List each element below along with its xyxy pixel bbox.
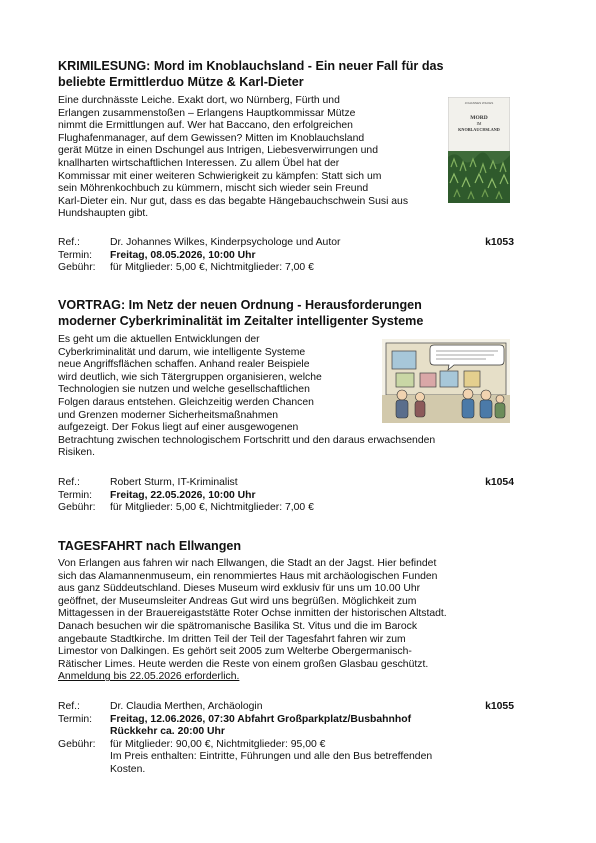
description-line: Kommissar mit einer weiteren Schwierigkeit zu kämpfen: Statt sich um [58, 170, 382, 182]
description-line: Betrachtung zwischen technologischem Fortschritt und den daraus erwachsenden [58, 434, 436, 446]
termin-row [58, 250, 514, 263]
description-line: gerät Mütze in einen Dschungel aus Intrigen, Liebesverwirrungen und [58, 145, 378, 157]
description-line: Danach besuchen wir die spätromanische Basilika St. Vitus und die im Barock [58, 620, 418, 632]
description-line: Rätischer Limes. Heute werden die Reste von einem großen Glasbau geschützt. [58, 658, 429, 670]
fee-label: Gebühr: [58, 738, 96, 750]
ref-label: Ref.: [58, 701, 80, 712]
termin-value: Freitag, 08.05.2026, 10:00 Uhr [110, 249, 256, 261]
ref-value: Dr. Claudia Merthen, Archäologin [110, 701, 263, 712]
description-line: Folgen daraus entstehen. Gleichzeitig werden Chancen [58, 396, 314, 408]
event-title-line: VORTRAG: Im Netz der neuen Ordnung - Herausforderungen [58, 298, 422, 312]
description-line: neue Angriffsflächen schaffen. Anhand realer Beispiele [58, 359, 310, 371]
termin-row-2 [58, 726, 514, 739]
course-code: k1055 [485, 701, 514, 712]
termin-label: Termin: [58, 249, 93, 261]
event-title-line: TAGESFAHRT nach Ellwangen [58, 539, 242, 553]
course-code: k1053 [485, 237, 514, 248]
event-info [58, 477, 514, 515]
description-line: Hundshaupten gibt. [58, 208, 149, 220]
termin-row [58, 490, 514, 503]
course-code: k1054 [485, 477, 514, 488]
event-title [58, 538, 498, 554]
description-line: aus ganz Süddeutschland. Dieses Museum wird exklusiv für uns um 10.00 Uhr [58, 583, 421, 595]
description-line: angebaute Stadtkirche. Im dritten Teil der Teil der Tagesfahrt fahren wir zum [58, 633, 406, 645]
description-line: und Grenzen moderner Sicherheitsmaßnahmen [58, 409, 279, 421]
return-time: Rückkehr ca. 20:00 Uhr [110, 726, 225, 738]
description-line: sich das Alamannenmuseum, ein renommiertes Haus mit archäologischen Funden [58, 570, 438, 582]
description-line: Es geht um die aktuellen Entwicklungen der [58, 334, 260, 345]
description-line: nimmt die Ermittlungen auf. Wer hat Baccano, den erfolgreichen [58, 120, 353, 132]
fee-note-line: Kosten. [110, 763, 146, 775]
termin-label: Termin: [58, 713, 93, 725]
event-description [58, 334, 435, 460]
event-info [58, 237, 514, 275]
event-title-line: beliebte Ermittlerduo Mütze & Karl-Dieter [58, 75, 304, 90]
ref-label: Ref.: [58, 477, 80, 488]
book-cover-graphic [448, 97, 510, 203]
event-title [58, 58, 498, 91]
book-title-line: KNOBLAUCHSLAND [458, 127, 500, 132]
registration-note: Anmeldung bis 22.05.2026 erforderlich. [58, 671, 240, 683]
fee-label: Gebühr: [58, 262, 96, 274]
event-description [58, 558, 447, 684]
termin-value: Freitag, 22.05.2026, 10:00 Uhr [110, 489, 256, 501]
termin-row [58, 714, 514, 727]
description-line: Limestor von Dalkingen. Es gehört seit 2005 zum Welterbe Obergermanisch- [58, 646, 412, 658]
event-title-line: moderner Cyberkriminalität im Zeitalter intelligenter Systeme [58, 314, 424, 329]
fee-note-row [58, 764, 514, 777]
description-line: knallharten wirtschaftlichen Interessen. Zu allem Übel hat der [58, 157, 340, 169]
description-line: Risiken. [58, 447, 95, 459]
fee-row [58, 502, 514, 515]
description-line: aufgezeigt. Der Fokus liegt auf einer ausgewogenen [58, 422, 299, 434]
ref-value: Dr. Johannes Wilkes, Kinderpsychologe und Autor [110, 237, 341, 248]
description-line: Von Erlangen aus fahren wir nach Ellwangen, die Stadt an der Jagst. Hier befindet [58, 558, 437, 569]
description-line: Erlangen zusammenstoßen – Erlangens Hauptkommissar Mütze [58, 107, 356, 119]
cartoon-graphic [382, 339, 510, 423]
book-title-line: IM [476, 121, 482, 126]
ref-row [58, 477, 514, 490]
fee-note-line: Im Preis enthalten: Eintritte, Führungen und alle den Bus betreffenden [110, 751, 433, 763]
event-info [58, 701, 514, 777]
description-line: Flughafenmanager, auf dem Gewissen? Mitten im Knoblauchsland [58, 132, 365, 144]
ref-row [58, 237, 514, 250]
ref-value: Robert Sturm, IT-Kriminalist [110, 477, 238, 488]
book-title-line: MORD [470, 115, 488, 121]
event-description [58, 95, 408, 221]
description-line: Mittagessen in der Brauereigaststätte Roter Ochse inmitten der historischen Altstadt. [58, 608, 447, 620]
description-line: Eine durchnässte Leiche. Exakt dort, wo Nürnberg, Fürth und [58, 95, 340, 106]
book-cover-image [448, 97, 510, 203]
fee-value: für Mitglieder: 5,00 €, Nichtmitglieder: 7,00 € [110, 262, 314, 274]
description-line: Technologien sie nutzen und welche gesellschaftlichen [58, 384, 310, 396]
fee-row [58, 739, 514, 752]
fee-value: für Mitglieder: 90,00 €, Nichtmitglieder: 95,00 € [110, 738, 326, 750]
fee-label: Gebühr: [58, 502, 96, 514]
book-author: JOHANNES WILKES [464, 101, 494, 105]
description-line: wird deutlich, wie sich Tätergruppen organisieren, welche [58, 371, 322, 383]
description-line: Cyberkriminalität und darum, wie intelligente Systeme [58, 346, 306, 358]
termin-value: Freitag, 12.06.2026, 07:30 Abfahrt Großparkplatz/Busbahnhof [110, 713, 412, 725]
event-title-line: KRIMILESUNG: Mord im Knoblauchsland - Ein neuer Fall für das [58, 59, 444, 73]
fee-note-row [58, 751, 514, 764]
fee-row [58, 262, 514, 275]
ref-row [58, 701, 514, 714]
event-title [58, 297, 528, 330]
fee-value: für Mitglieder: 5,00 €, Nichtmitglieder: 7,00 € [110, 502, 314, 514]
description-line: sein Möhrenkochbuch zu kümmern, mischt sich wieder sein Freund [58, 183, 369, 195]
description-line: Karl-Dieter ein. Nur gut, dass es das begabte Hängebauchschwein Susi aus [58, 195, 409, 207]
termin-label: Termin: [58, 489, 93, 501]
cartoon-image [382, 339, 510, 423]
ref-label: Ref.: [58, 237, 80, 248]
description-line: geöffnet, der Museumsleiter Andreas Gut wird uns begrüßen. Möglichkeit zum [58, 595, 417, 607]
